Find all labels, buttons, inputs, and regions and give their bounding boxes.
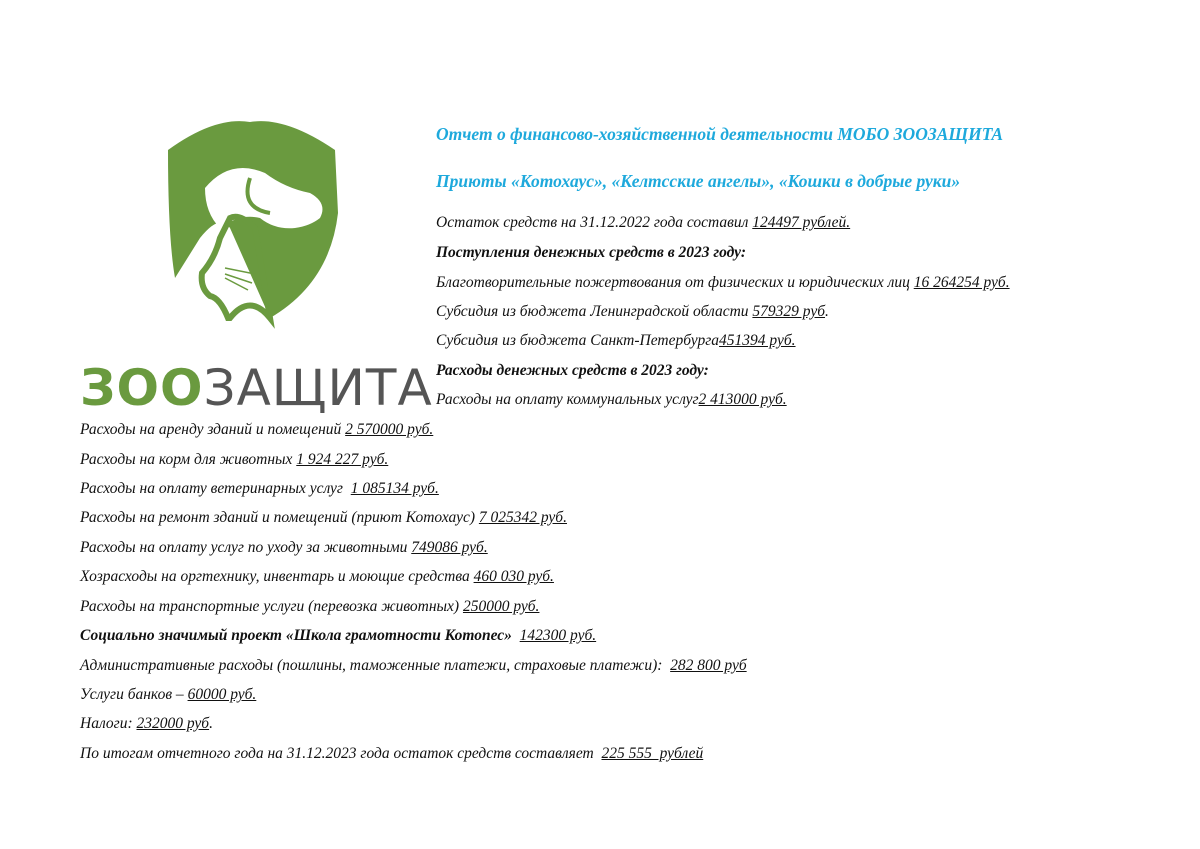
report-line <box>80 745 703 763</box>
line-amount: 451394 руб. <box>719 332 796 349</box>
line-label: Расходы на транспортные услуги (перевозка животных) <box>80 598 463 615</box>
line-label: По итогам отчетного года на 31.12.2023 года остаток средств составляет <box>80 745 602 762</box>
line-amount: 2 570000 руб. <box>345 421 434 438</box>
line-label: Расходы на оплату ветеринарных услуг <box>80 480 351 497</box>
report-line <box>436 244 746 262</box>
line-label: Услуги банков – <box>80 686 188 703</box>
line-amount: 579329 руб <box>752 303 826 320</box>
line-amount: 250000 руб. <box>462 598 540 615</box>
report-line <box>436 332 796 350</box>
report-title: Отчет о финансово-хозяйственной деятельности МОБО ЗООЗАЩИТА <box>436 124 1003 144</box>
line-label: Социально значимый проект «Школа грамотности Котопес» <box>80 627 520 644</box>
line-label: Расходы на корм для животных <box>80 451 297 468</box>
logo-part-gray: ЗАЩИТА <box>203 359 433 417</box>
line-amount: 460 030 руб. <box>473 568 554 585</box>
line-amount: 7 025342 руб. <box>478 509 567 526</box>
line-label: Хозрасходы на оргтехнику, инвентарь и моющие средства <box>80 568 474 585</box>
line-label: Остаток средств на 31.12.2022 года составил <box>436 214 753 231</box>
line-label: Расходы на аренду зданий и помещений <box>80 421 346 438</box>
line-amount: 1 085134 руб. <box>350 480 439 497</box>
report-line <box>80 421 433 439</box>
line-tail: . <box>209 715 213 732</box>
report-line <box>80 451 388 469</box>
line-amount: 2 413000 руб. <box>698 391 787 408</box>
report-line <box>436 391 787 409</box>
line-label: Расходы денежных средств в 2023 году: <box>436 362 709 379</box>
logo-wordmark <box>80 360 433 416</box>
line-tail: . <box>825 303 829 320</box>
line-amount: 232000 руб <box>136 715 210 732</box>
line-label: Благотворительные пожертвования от физических и юридических лиц <box>436 274 914 291</box>
report-line <box>80 715 213 733</box>
report-line <box>436 303 829 321</box>
line-amount: 142300 руб. <box>519 627 597 644</box>
line-label: Расходы на оплату коммунальных услуг <box>436 391 699 408</box>
line-label: Субсидия из бюджета Санкт-Петербурга <box>436 332 720 349</box>
report-line <box>80 568 554 586</box>
logo-part-green: ЗОО <box>80 359 204 417</box>
report-line <box>80 657 747 675</box>
report-line <box>80 598 539 616</box>
line-label: Расходы на ремонт зданий и помещений (приют Котохаус) <box>80 509 479 526</box>
line-label: Субсидия из бюджета Ленинградской области <box>436 303 753 320</box>
report-subtitle: Приюты «Котохаус», «Келтсские ангелы», «Кошки в добрые руки» <box>436 171 961 191</box>
report-line <box>436 274 1010 292</box>
line-amount: 60000 руб. <box>187 686 257 703</box>
line-amount: 225 555 рублей <box>601 745 704 762</box>
report-line <box>80 686 256 704</box>
line-amount: 749086 руб. <box>411 539 488 556</box>
line-amount: 1 924 227 руб. <box>296 451 389 468</box>
report-line <box>80 509 567 527</box>
report-line <box>80 627 596 645</box>
line-amount: 124497 рублей. <box>752 214 851 231</box>
line-amount: 282 800 руб <box>670 657 747 674</box>
line-label: Административные расходы (пошлины, таможенные платежи, страховые платежи): <box>80 657 671 674</box>
line-amount: 16 264254 руб. <box>913 274 1010 291</box>
report-line <box>436 214 850 232</box>
report-line <box>80 480 439 498</box>
report-line <box>80 539 488 557</box>
line-label: Расходы на оплату услуг по уходу за животными <box>80 539 412 556</box>
line-label: Налоги: <box>80 715 137 732</box>
report-line <box>436 362 709 380</box>
line-label: Поступления денежных средств в 2023 году: <box>436 244 746 261</box>
